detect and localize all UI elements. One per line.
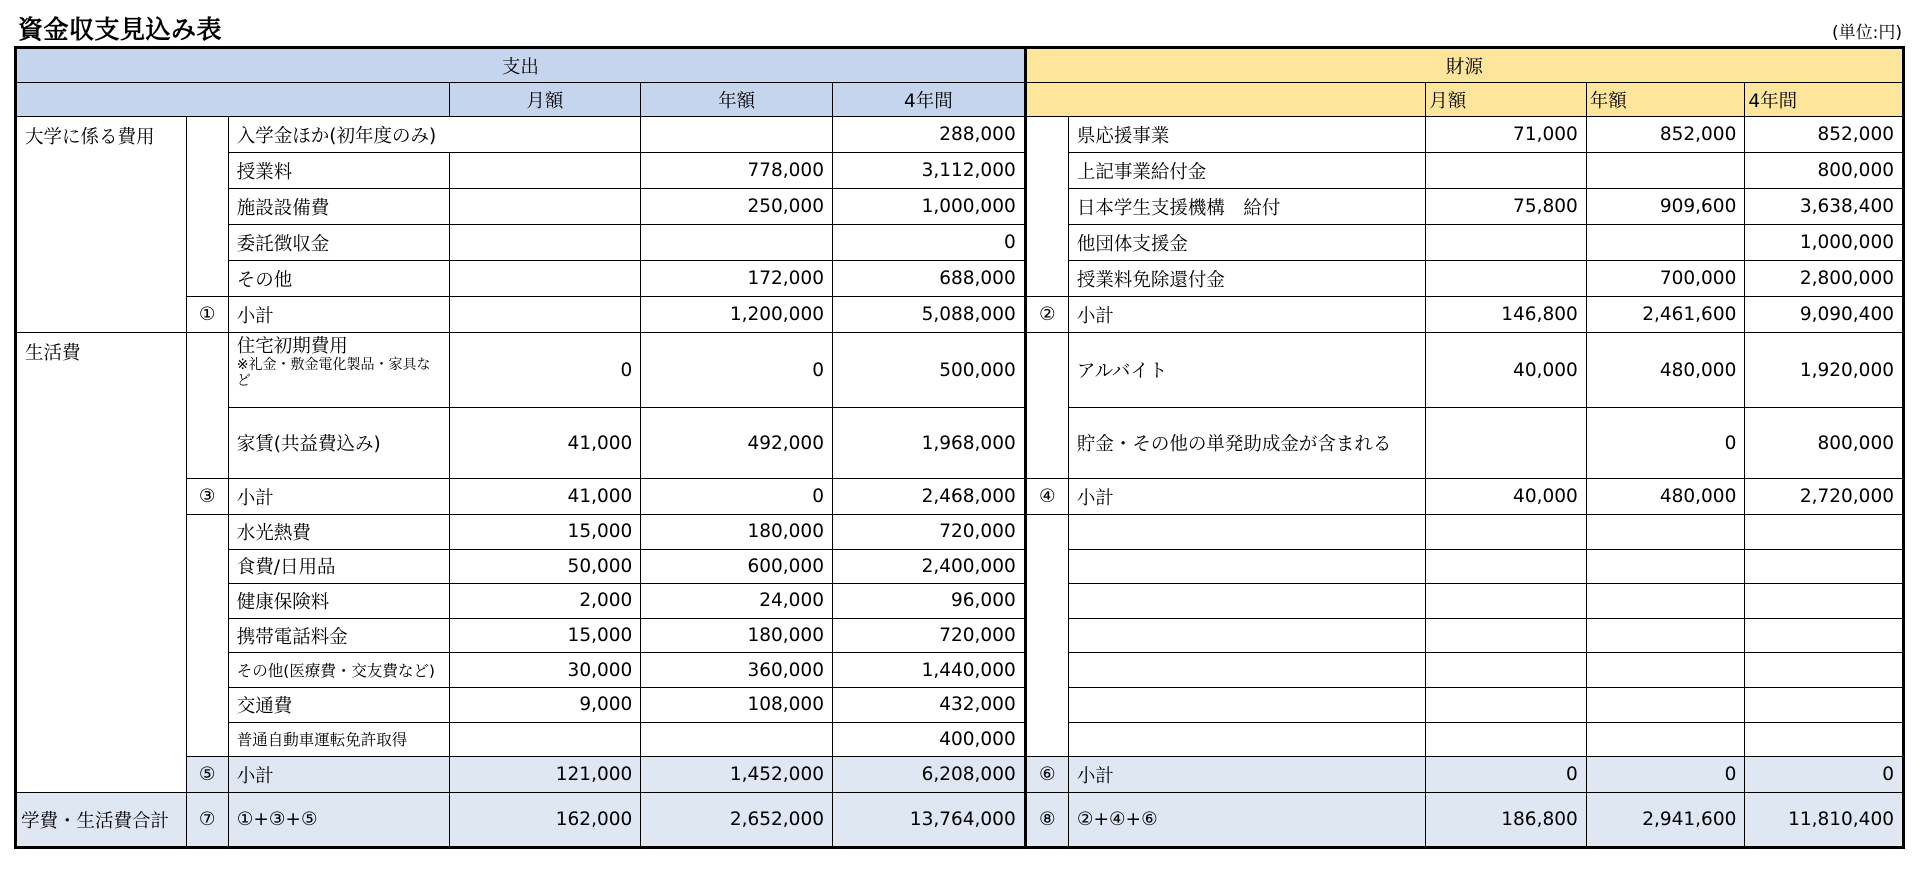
table-row xyxy=(16,549,1904,584)
expense-label: 健康保険料 xyxy=(228,584,449,619)
source-label: 県応援事業 xyxy=(1068,117,1425,153)
expense-four: 3,112,000 xyxy=(832,153,1025,189)
source-blank xyxy=(1745,618,1904,653)
subtotal-label: 小計 xyxy=(228,479,449,515)
mark-blank xyxy=(186,515,228,757)
expense-header: 支出 xyxy=(16,48,1026,83)
expense-label: 入学金ほか(初年度のみ) xyxy=(228,117,641,153)
source-annual: 480,000 xyxy=(1586,333,1745,408)
expense-label: 家賃(共益費込み) xyxy=(228,408,449,479)
expense-monthly xyxy=(449,225,641,261)
expense-monthly xyxy=(449,153,641,189)
expense-label: 授業料 xyxy=(228,153,449,189)
mark-blank xyxy=(186,333,228,479)
expense-label: その他 xyxy=(228,261,449,297)
source-annual: 0 xyxy=(1586,408,1745,479)
source-four-header: 4年間 xyxy=(1745,83,1904,117)
source-blank xyxy=(1426,549,1587,584)
source-blank xyxy=(1586,584,1745,619)
source-blank xyxy=(1426,687,1587,722)
expense-monthly xyxy=(449,261,641,297)
expense-annual: 172,000 xyxy=(641,261,833,297)
source-blank xyxy=(1745,653,1904,688)
source-header-blank xyxy=(1025,83,1425,117)
subtotal-mark: ③ xyxy=(186,479,228,515)
expense-annual: 360,000 xyxy=(641,653,833,688)
total-row xyxy=(16,793,1904,848)
table-row xyxy=(16,653,1904,688)
subtotal-row xyxy=(16,479,1904,515)
subtotal-label: 小計 xyxy=(228,297,449,333)
expense-monthly: 41,000 xyxy=(449,408,641,479)
source-blank xyxy=(1068,687,1425,722)
source-monthly xyxy=(1426,261,1587,297)
subtotal-four: 0 xyxy=(1745,757,1904,793)
mark-blank xyxy=(1025,515,1068,757)
subtotal-mark: ⑥ xyxy=(1025,757,1068,793)
subtotal-annual: 0 xyxy=(641,479,833,515)
source-blank xyxy=(1586,653,1745,688)
total-source-mark: ⑧ xyxy=(1025,793,1068,848)
expense-monthly: 9,000 xyxy=(449,687,641,722)
expense-four: 500,000 xyxy=(832,333,1025,408)
expense-four: 1,000,000 xyxy=(832,189,1025,225)
expense-annual: 180,000 xyxy=(641,515,833,550)
expense-label: 委託徴収金 xyxy=(228,225,449,261)
source-blank xyxy=(1745,549,1904,584)
expense-annual: 180,000 xyxy=(641,618,833,653)
source-blank xyxy=(1426,722,1587,757)
source-label: アルバイト xyxy=(1068,333,1425,408)
source-four: 2,800,000 xyxy=(1745,261,1904,297)
subtotal-four: 5,088,000 xyxy=(832,297,1025,333)
source-monthly: 40,000 xyxy=(1426,333,1587,408)
source-monthly xyxy=(1426,153,1587,189)
subtotal-monthly: 146,800 xyxy=(1426,297,1587,333)
total-expense-annual: 2,652,000 xyxy=(641,793,833,848)
expense-annual xyxy=(641,117,833,153)
expense-label: 携帯電話料金 xyxy=(228,618,449,653)
total-source-four: 11,810,400 xyxy=(1745,793,1904,848)
table-row xyxy=(16,584,1904,619)
total-expense-mark: ⑦ xyxy=(186,793,228,848)
subtotal-label: 小計 xyxy=(1068,757,1425,793)
expense-annual: 24,000 xyxy=(641,584,833,619)
source-label: 貯金・その他の単発助成金が含まれる xyxy=(1068,408,1425,479)
source-annual-header: 年額 xyxy=(1586,83,1745,117)
subtotal-mark: ④ xyxy=(1025,479,1068,515)
source-blank xyxy=(1426,515,1587,550)
expense-annual: 492,000 xyxy=(641,408,833,479)
mark-blank xyxy=(1025,117,1068,297)
subtotal-annual: 2,461,600 xyxy=(1586,297,1745,333)
expense-annual: 600,000 xyxy=(641,549,833,584)
subtotal-mark: ⑤ xyxy=(186,757,228,793)
expense-four: 432,000 xyxy=(832,687,1025,722)
expense-annual: 250,000 xyxy=(641,189,833,225)
expense-monthly: 0 xyxy=(449,333,641,408)
source-blank xyxy=(1426,653,1587,688)
source-blank xyxy=(1586,722,1745,757)
source-annual: 700,000 xyxy=(1586,261,1745,297)
subtotal-mark: ① xyxy=(186,297,228,333)
source-blank xyxy=(1586,687,1745,722)
expense-monthly: 30,000 xyxy=(449,653,641,688)
source-blank xyxy=(1586,618,1745,653)
source-annual xyxy=(1586,153,1745,189)
expense-monthly xyxy=(449,189,641,225)
source-four: 800,000 xyxy=(1745,153,1904,189)
header-row-1 xyxy=(16,48,1904,83)
table-row xyxy=(16,117,1904,153)
subtotal-label: 小計 xyxy=(1068,297,1425,333)
expense-four: 720,000 xyxy=(832,618,1025,653)
expense-four: 2,400,000 xyxy=(832,549,1025,584)
source-four: 1,920,000 xyxy=(1745,333,1904,408)
expense-four: 96,000 xyxy=(832,584,1025,619)
expense-four: 720,000 xyxy=(832,515,1025,550)
table-row xyxy=(16,333,1904,408)
source-blank xyxy=(1068,515,1425,550)
sheet-title: 資金収支見込み表 xyxy=(18,15,223,44)
subtotal-annual: 1,452,000 xyxy=(641,757,833,793)
source-blank xyxy=(1068,584,1425,619)
source-blank xyxy=(1068,653,1425,688)
subtotal-label: 小計 xyxy=(1068,479,1425,515)
table-row xyxy=(16,189,1904,225)
source-label: 他団体支援金 xyxy=(1068,225,1425,261)
subtotal-monthly: 41,000 xyxy=(449,479,641,515)
total-source-annual: 2,941,600 xyxy=(1586,793,1745,848)
table-row xyxy=(16,618,1904,653)
source-blank xyxy=(1068,618,1425,653)
table-row xyxy=(16,722,1904,757)
subtotal-four: 9,090,400 xyxy=(1745,297,1904,333)
expense-label: 普通自動車運転免許取得 xyxy=(228,722,449,757)
total-expense-four: 13,764,000 xyxy=(832,793,1025,848)
expense-four: 400,000 xyxy=(832,722,1025,757)
category-university: 大学に係る費用 xyxy=(16,117,187,333)
mark-blank xyxy=(186,117,228,297)
subtotal-row xyxy=(16,757,1904,793)
expense-monthly: 50,000 xyxy=(449,549,641,584)
table-row xyxy=(16,687,1904,722)
expense-monthly-header: 月額 xyxy=(449,83,641,117)
expense-annual-header: 年額 xyxy=(641,83,833,117)
expense-label: 食費/日用品 xyxy=(228,549,449,584)
total-expense-label: ①+③+⑤ xyxy=(228,793,449,848)
source-monthly: 75,800 xyxy=(1426,189,1587,225)
expense-monthly xyxy=(449,722,641,757)
subtotal-annual: 0 xyxy=(1586,757,1745,793)
source-blank xyxy=(1745,515,1904,550)
expense-monthly: 15,000 xyxy=(449,618,641,653)
subtotal-monthly: 121,000 xyxy=(449,757,641,793)
source-monthly: 71,000 xyxy=(1426,117,1587,153)
source-blank xyxy=(1068,722,1425,757)
subtotal-monthly: 0 xyxy=(1426,757,1587,793)
housing-initial-note: ※礼金・敷金電化製品・家具など xyxy=(236,357,431,389)
expense-annual: 108,000 xyxy=(641,687,833,722)
header-row-2 xyxy=(16,83,1904,117)
source-monthly xyxy=(1426,225,1587,261)
source-blank xyxy=(1745,722,1904,757)
subtotal-four: 6,208,000 xyxy=(832,757,1025,793)
table-row xyxy=(16,261,1904,297)
expense-four: 688,000 xyxy=(832,261,1025,297)
expense-annual: 778,000 xyxy=(641,153,833,189)
source-four: 3,638,400 xyxy=(1745,189,1904,225)
total-source-monthly: 186,800 xyxy=(1426,793,1587,848)
cashflow-table xyxy=(14,46,1905,849)
source-label: 上記事業給付金 xyxy=(1068,153,1425,189)
subtotal-row xyxy=(16,297,1904,333)
expense-four: 1,440,000 xyxy=(832,653,1025,688)
expense-annual xyxy=(641,722,833,757)
expense-monthly: 15,000 xyxy=(449,515,641,550)
expense-label: 交通費 xyxy=(228,687,449,722)
table-row xyxy=(16,225,1904,261)
unit-label: (単位:円) xyxy=(1832,23,1902,43)
source-monthly-header: 月額 xyxy=(1426,83,1587,117)
table-row xyxy=(16,153,1904,189)
source-four: 800,000 xyxy=(1745,408,1904,479)
source-four: 1,000,000 xyxy=(1745,225,1904,261)
source-blank xyxy=(1745,687,1904,722)
subtotal-monthly xyxy=(449,297,641,333)
category-total: 学費・生活費合計 xyxy=(16,793,187,848)
source-annual xyxy=(1586,225,1745,261)
expense-label xyxy=(228,333,449,408)
expense-four: 0 xyxy=(832,225,1025,261)
subtotal-annual: 1,200,000 xyxy=(641,297,833,333)
source-annual: 909,600 xyxy=(1586,189,1745,225)
total-source-label: ②+④+⑥ xyxy=(1068,793,1425,848)
expense-annual xyxy=(641,225,833,261)
mark-blank xyxy=(1025,333,1068,479)
source-label: 日本学生支援機構 給付 xyxy=(1068,189,1425,225)
expense-label: その他(医療費・交友費など) xyxy=(228,653,449,688)
category-living: 生活費 xyxy=(16,333,187,793)
expense-four-header: 4年間 xyxy=(832,83,1025,117)
source-blank xyxy=(1745,584,1904,619)
subtotal-mark: ② xyxy=(1025,297,1068,333)
total-expense-monthly: 162,000 xyxy=(449,793,641,848)
source-blank xyxy=(1586,515,1745,550)
subtotal-annual: 480,000 xyxy=(1586,479,1745,515)
expense-four: 1,968,000 xyxy=(832,408,1025,479)
table-row xyxy=(16,515,1904,550)
subtotal-four: 2,720,000 xyxy=(1745,479,1904,515)
subtotal-label: 小計 xyxy=(228,757,449,793)
expense-annual: 0 xyxy=(641,333,833,408)
subtotal-monthly: 40,000 xyxy=(1426,479,1587,515)
expense-four: 288,000 xyxy=(832,117,1025,153)
source-annual: 852,000 xyxy=(1586,117,1745,153)
source-blank xyxy=(1068,549,1425,584)
expense-label: 水光熱費 xyxy=(228,515,449,550)
expense-header-blank xyxy=(16,83,450,117)
expense-monthly: 2,000 xyxy=(449,584,641,619)
source-blank xyxy=(1426,618,1587,653)
source-blank xyxy=(1426,584,1587,619)
expense-label: 施設設備費 xyxy=(228,189,449,225)
source-monthly xyxy=(1426,408,1587,479)
source-label: 授業料免除還付金 xyxy=(1068,261,1425,297)
source-header: 財源 xyxy=(1025,48,1903,83)
source-blank xyxy=(1586,549,1745,584)
table-row xyxy=(16,408,1904,479)
subtotal-four: 2,468,000 xyxy=(832,479,1025,515)
housing-initial-label: 住宅初期費用 xyxy=(236,336,348,357)
source-four: 852,000 xyxy=(1745,117,1904,153)
